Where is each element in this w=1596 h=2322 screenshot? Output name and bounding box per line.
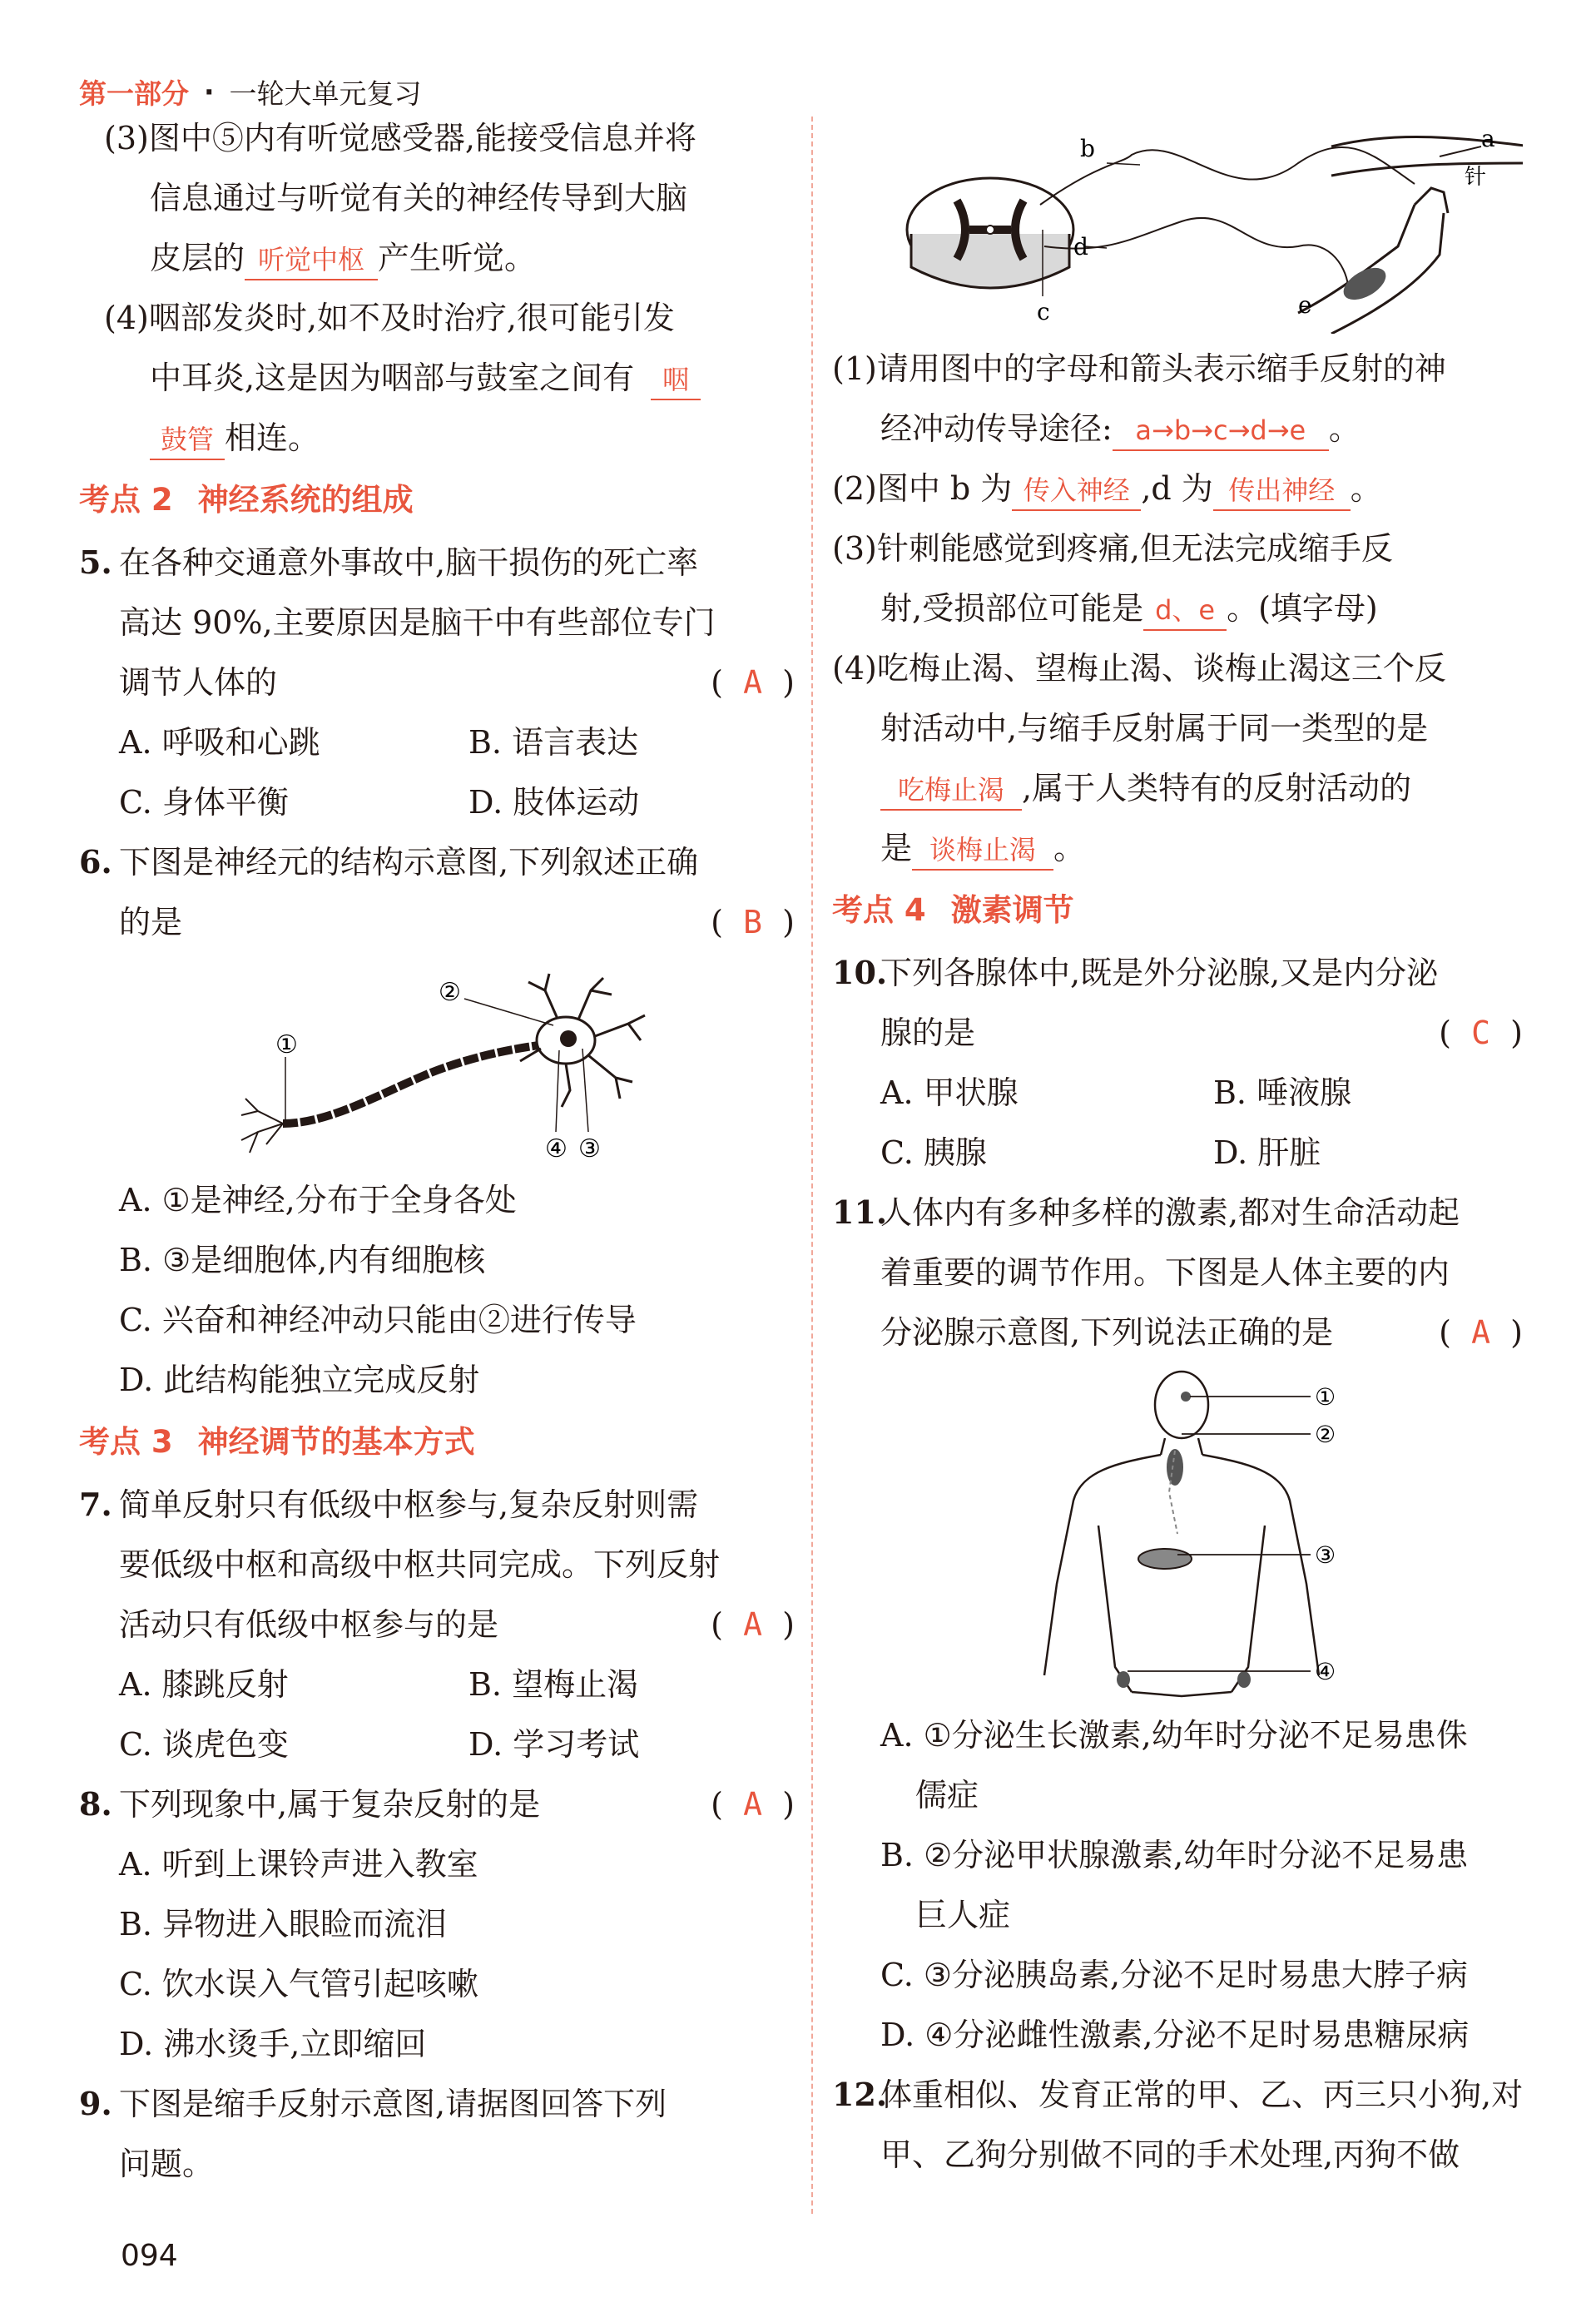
q6-option-d: D. 此结构能独立完成反射	[119, 1362, 480, 1398]
q4-answer-blank-1: 咽	[651, 360, 701, 400]
endocrine-figure	[832, 1367, 1523, 1700]
q11-line2: 着重要的调节作用。下图是人体主要的内	[880, 1254, 1450, 1291]
q9-3-text-end: 。(填字母)	[1227, 590, 1378, 627]
section-tag: 考点 4	[832, 892, 926, 928]
q9-2-line	[832, 459, 1523, 518]
q10-line2	[832, 1003, 1523, 1063]
q4-text-end: 相连。	[225, 419, 320, 456]
option-d: D. 肝脏	[1213, 1134, 1321, 1171]
reflex-label-d: d	[1073, 233, 1088, 260]
neuron-label-2: ②	[439, 978, 461, 1007]
question-number: 10.	[832, 954, 888, 991]
endocrine-label-4: ④	[1315, 1658, 1336, 1685]
page-number: 094	[121, 2239, 178, 2273]
q8-stem: 下列现象中,属于复杂反射的是	[119, 1786, 541, 1823]
question-number: 12.	[832, 2076, 888, 2113]
q3-line1: (3)图中⑤内有听觉感受器,能接受信息并将	[104, 120, 696, 156]
option-c: C. 身体平衡	[119, 784, 289, 821]
question-number: 6.	[79, 843, 112, 881]
q11-stem: 人体内有多种多样的激素,都对生命活动起	[880, 1194, 1460, 1231]
q9-4-text: ,属于人类特有的反射活动的	[1022, 770, 1412, 806]
q11-option-b-1: B. ②分泌甲状腺激素,幼年时分泌不足易患	[880, 1837, 1469, 1873]
option-c: C. 谈虎色变	[119, 1726, 289, 1763]
q11-line1	[832, 1183, 1523, 1243]
q6-stem-end: 的是	[119, 904, 183, 940]
option-b: B. 唾液腺	[1213, 1074, 1352, 1111]
q9-1-answer-blank: a→b→c→d→e	[1113, 411, 1329, 451]
q11-answer: A	[1471, 1314, 1491, 1351]
q6-option-a: A. ①是神经,分布于全身各处	[119, 1182, 517, 1218]
q4-line2	[79, 348, 795, 408]
q5-options-ab	[79, 712, 795, 772]
q3-text-end: 产生听觉。	[378, 240, 537, 276]
reflex-label-a: a	[1481, 125, 1495, 152]
q9-4-line4	[832, 818, 1523, 878]
section-tag: 考点 3	[79, 1424, 173, 1460]
q11-option-a-2: 儒症	[915, 1777, 979, 1813]
option-a: A. 甲状腺	[880, 1074, 1019, 1111]
neuron-label-3: ③	[578, 1134, 601, 1163]
q9-2-answer-blank-1: 传入神经	[1012, 471, 1141, 511]
q3-line2: 信息通过与听觉有关的神经传导到大脑	[150, 180, 688, 216]
q5-answer: A	[743, 664, 763, 701]
q9-2-answer-blank-2: 传出神经	[1213, 471, 1351, 511]
answer-bracket: ( B )	[711, 904, 795, 940]
question-number: 7.	[79, 1486, 112, 1523]
q12-line1	[832, 2065, 1523, 2125]
q8-answer: A	[743, 1786, 763, 1823]
option-a: A. 膝跳反射	[119, 1666, 289, 1703]
reflex-arc-figure	[832, 113, 1523, 334]
q9-3-line1: (3)针刺能感觉到疼痛,但无法完成缩手反	[832, 530, 1393, 567]
q10-options-cd	[832, 1123, 1523, 1183]
question-number: 9.	[79, 2085, 112, 2122]
q9-4-text-end: 。	[1053, 830, 1086, 866]
q7-options-ab	[79, 1655, 795, 1714]
neuron-label-1: ①	[275, 1030, 298, 1059]
section-title: 神经系统的组成	[197, 482, 414, 518]
q5-stem: 在各种交通意外事故中,脑干损伤的死亡率	[119, 544, 699, 581]
q9-2-text: (2)图中 b 为	[832, 470, 1013, 507]
q4-text: 中耳炎,这是因为咽部与鼓室之间有	[150, 360, 635, 396]
q7-answer: A	[743, 1606, 763, 1643]
q11-line3	[832, 1302, 1523, 1362]
q7-options-cd	[79, 1714, 795, 1774]
endocrine-label-2: ②	[1315, 1421, 1336, 1448]
section-heading-3	[79, 1410, 795, 1475]
q9-1-text: 经冲动传导途径:	[880, 410, 1113, 447]
q8-option-c: C. 饮水误入气管引起咳嗽	[119, 1966, 478, 2002]
q11-option-b-2: 巨人症	[915, 1897, 1011, 1933]
option-d: D. 肢体运动	[468, 784, 640, 821]
q9-1-line1: (1)请用图中的字母和箭头表示缩手反射的神	[832, 350, 1446, 387]
section-heading-2	[79, 468, 795, 533]
q9-4-line2: 射活动中,与缩手反射属于同一类型的是	[880, 710, 1429, 747]
q12-line2: 甲、乙狗分别做不同的手术处理,丙狗不做	[880, 2136, 1460, 2173]
q9-4-answer-blank-2: 谈梅止渴	[912, 831, 1053, 871]
neuron-diagram	[79, 957, 795, 1165]
q3-text: 皮层的	[150, 240, 245, 276]
q6-stem: 下图是神经元的结构示意图,下列叙述正确	[119, 844, 699, 881]
option-b: B. 望梅止渴	[468, 1666, 639, 1703]
q6-line2	[79, 892, 795, 952]
part-label: 第一部分	[79, 77, 189, 110]
reflex-label-c: c	[1037, 298, 1050, 325]
q10-line1	[832, 943, 1523, 1003]
option-c: C. 胰腺	[880, 1134, 987, 1171]
question-number: 5.	[79, 543, 112, 581]
q9-line1	[79, 2074, 795, 2134]
q9-4-line1: (4)吃梅止渴、望梅止渴、谈梅止渴这三个反	[832, 650, 1446, 687]
neuron-figure	[79, 957, 795, 1165]
q11-option-d: D. ④分泌雌性激素,分泌不足时易患糖尿病	[880, 2017, 1470, 2053]
endocrine-label-1: ①	[1315, 1383, 1336, 1411]
answer-bracket: ( A )	[1439, 1314, 1523, 1351]
q9-2-text-end: 。	[1350, 470, 1382, 507]
q9-stem: 下图是缩手反射示意图,请据图回答下列	[119, 2086, 667, 2122]
q6-option-c: C. 兴奋和神经冲动只能由②进行传导	[119, 1302, 637, 1338]
left-column	[79, 108, 795, 2194]
q9-3-line2	[832, 578, 1523, 638]
header-title: 一轮大单元复习	[229, 77, 422, 110]
answer-bracket: ( A )	[711, 1606, 795, 1643]
q9-1-line2	[832, 399, 1523, 459]
reflex-label-needle: 针	[1465, 165, 1487, 190]
q7-line1	[79, 1475, 795, 1535]
reflex-label-e: e	[1298, 291, 1312, 319]
section-title: 神经调节的基本方式	[197, 1424, 475, 1460]
q7-line2: 要低级中枢和高级中枢共同完成。下列反射	[119, 1546, 721, 1583]
q7-line3	[79, 1595, 795, 1655]
option-d: D. 学习考试	[468, 1726, 640, 1763]
q4-line3	[79, 408, 795, 468]
answer-bracket: ( A )	[711, 1786, 795, 1823]
endocrine-diagram	[832, 1367, 1523, 1700]
q8-option-b: B. 异物进入眼睑而流泪	[119, 1906, 448, 1942]
header-separator: ·	[204, 75, 215, 108]
section-tag: 考点 2	[79, 482, 173, 518]
section-heading-4	[832, 878, 1523, 943]
q11-option-a-1: A. ①分泌生长激素,幼年时分泌不足易患侏	[880, 1717, 1468, 1754]
q9-3-answer-blank: d、e	[1143, 591, 1227, 631]
q9-3-text: 射,受损部位可能是	[880, 590, 1144, 627]
q6-answer: B	[743, 904, 763, 940]
q10-stem-end: 腺的是	[880, 1015, 976, 1051]
q5-line1	[79, 533, 795, 593]
q7-stem: 简单反射只有低级中枢参与,复杂反射则需	[119, 1486, 699, 1523]
reflex-label-b: b	[1080, 135, 1095, 162]
q9-2-text-mid: ,d 为	[1141, 470, 1213, 507]
q8-option-d: D. 沸水烫手,立即缩回	[119, 2026, 427, 2062]
q8-option-a: A. 听到上课铃声进入教室	[119, 1846, 478, 1883]
q10-answer: C	[1471, 1015, 1491, 1051]
q3-answer-blank: 听觉中枢	[245, 241, 378, 280]
answer-bracket: ( A )	[711, 664, 795, 701]
q10-options-ab	[832, 1063, 1523, 1123]
q11-stem-end: 分泌腺示意图,下列说法正确的是	[880, 1314, 1334, 1351]
q4-answer-blank-2: 鼓管	[150, 420, 225, 460]
q5-line3	[79, 652, 795, 712]
q5-stem-end: 调节人体的	[119, 664, 278, 701]
section-title: 激素调节	[950, 892, 1074, 928]
q10-stem: 下列各腺体中,既是外分泌腺,又是内分泌	[880, 955, 1439, 991]
answer-bracket: ( C )	[1439, 1015, 1523, 1051]
q9-4-text-2: 是	[880, 830, 913, 866]
q3-line3	[79, 228, 795, 288]
option-b: B. 语言表达	[468, 724, 639, 761]
q4-line1: (4)咽部发炎时,如不及时治疗,很可能引发	[104, 300, 675, 336]
q6-line1	[79, 832, 795, 892]
q5-line2: 高达 90%,主要原因是脑干中有些部位专门	[119, 604, 716, 641]
option-a: A. 呼吸和心跳	[119, 724, 320, 761]
endocrine-label-3: ③	[1315, 1541, 1336, 1569]
neuron-label-4: ④	[545, 1134, 568, 1163]
right-column	[832, 108, 1523, 2185]
q6-option-b: B. ③是细胞体,内有细胞核	[119, 1242, 486, 1278]
column-divider	[811, 117, 813, 2214]
q12-stem: 体重相似、发育正常的甲、乙、丙三只小狗,对	[880, 2076, 1524, 2113]
q9-4-answer-blank-1: 吃梅止渴	[880, 771, 1022, 811]
q9-line2: 问题。	[119, 2146, 215, 2182]
q7-stem-end: 活动只有低级中枢参与的是	[119, 1606, 499, 1643]
reflex-arc-diagram	[832, 113, 1523, 334]
question-number: 8.	[79, 1785, 112, 1823]
question-number: 11.	[832, 1193, 888, 1231]
q9-1-text-end: 。	[1328, 410, 1361, 447]
q5-options-cd	[79, 772, 795, 832]
q8-line1	[79, 1774, 795, 1834]
q9-4-line3	[832, 758, 1523, 818]
q11-option-c: C. ③分泌胰岛素,分泌不足时易患大脖子病	[880, 1957, 1469, 1993]
